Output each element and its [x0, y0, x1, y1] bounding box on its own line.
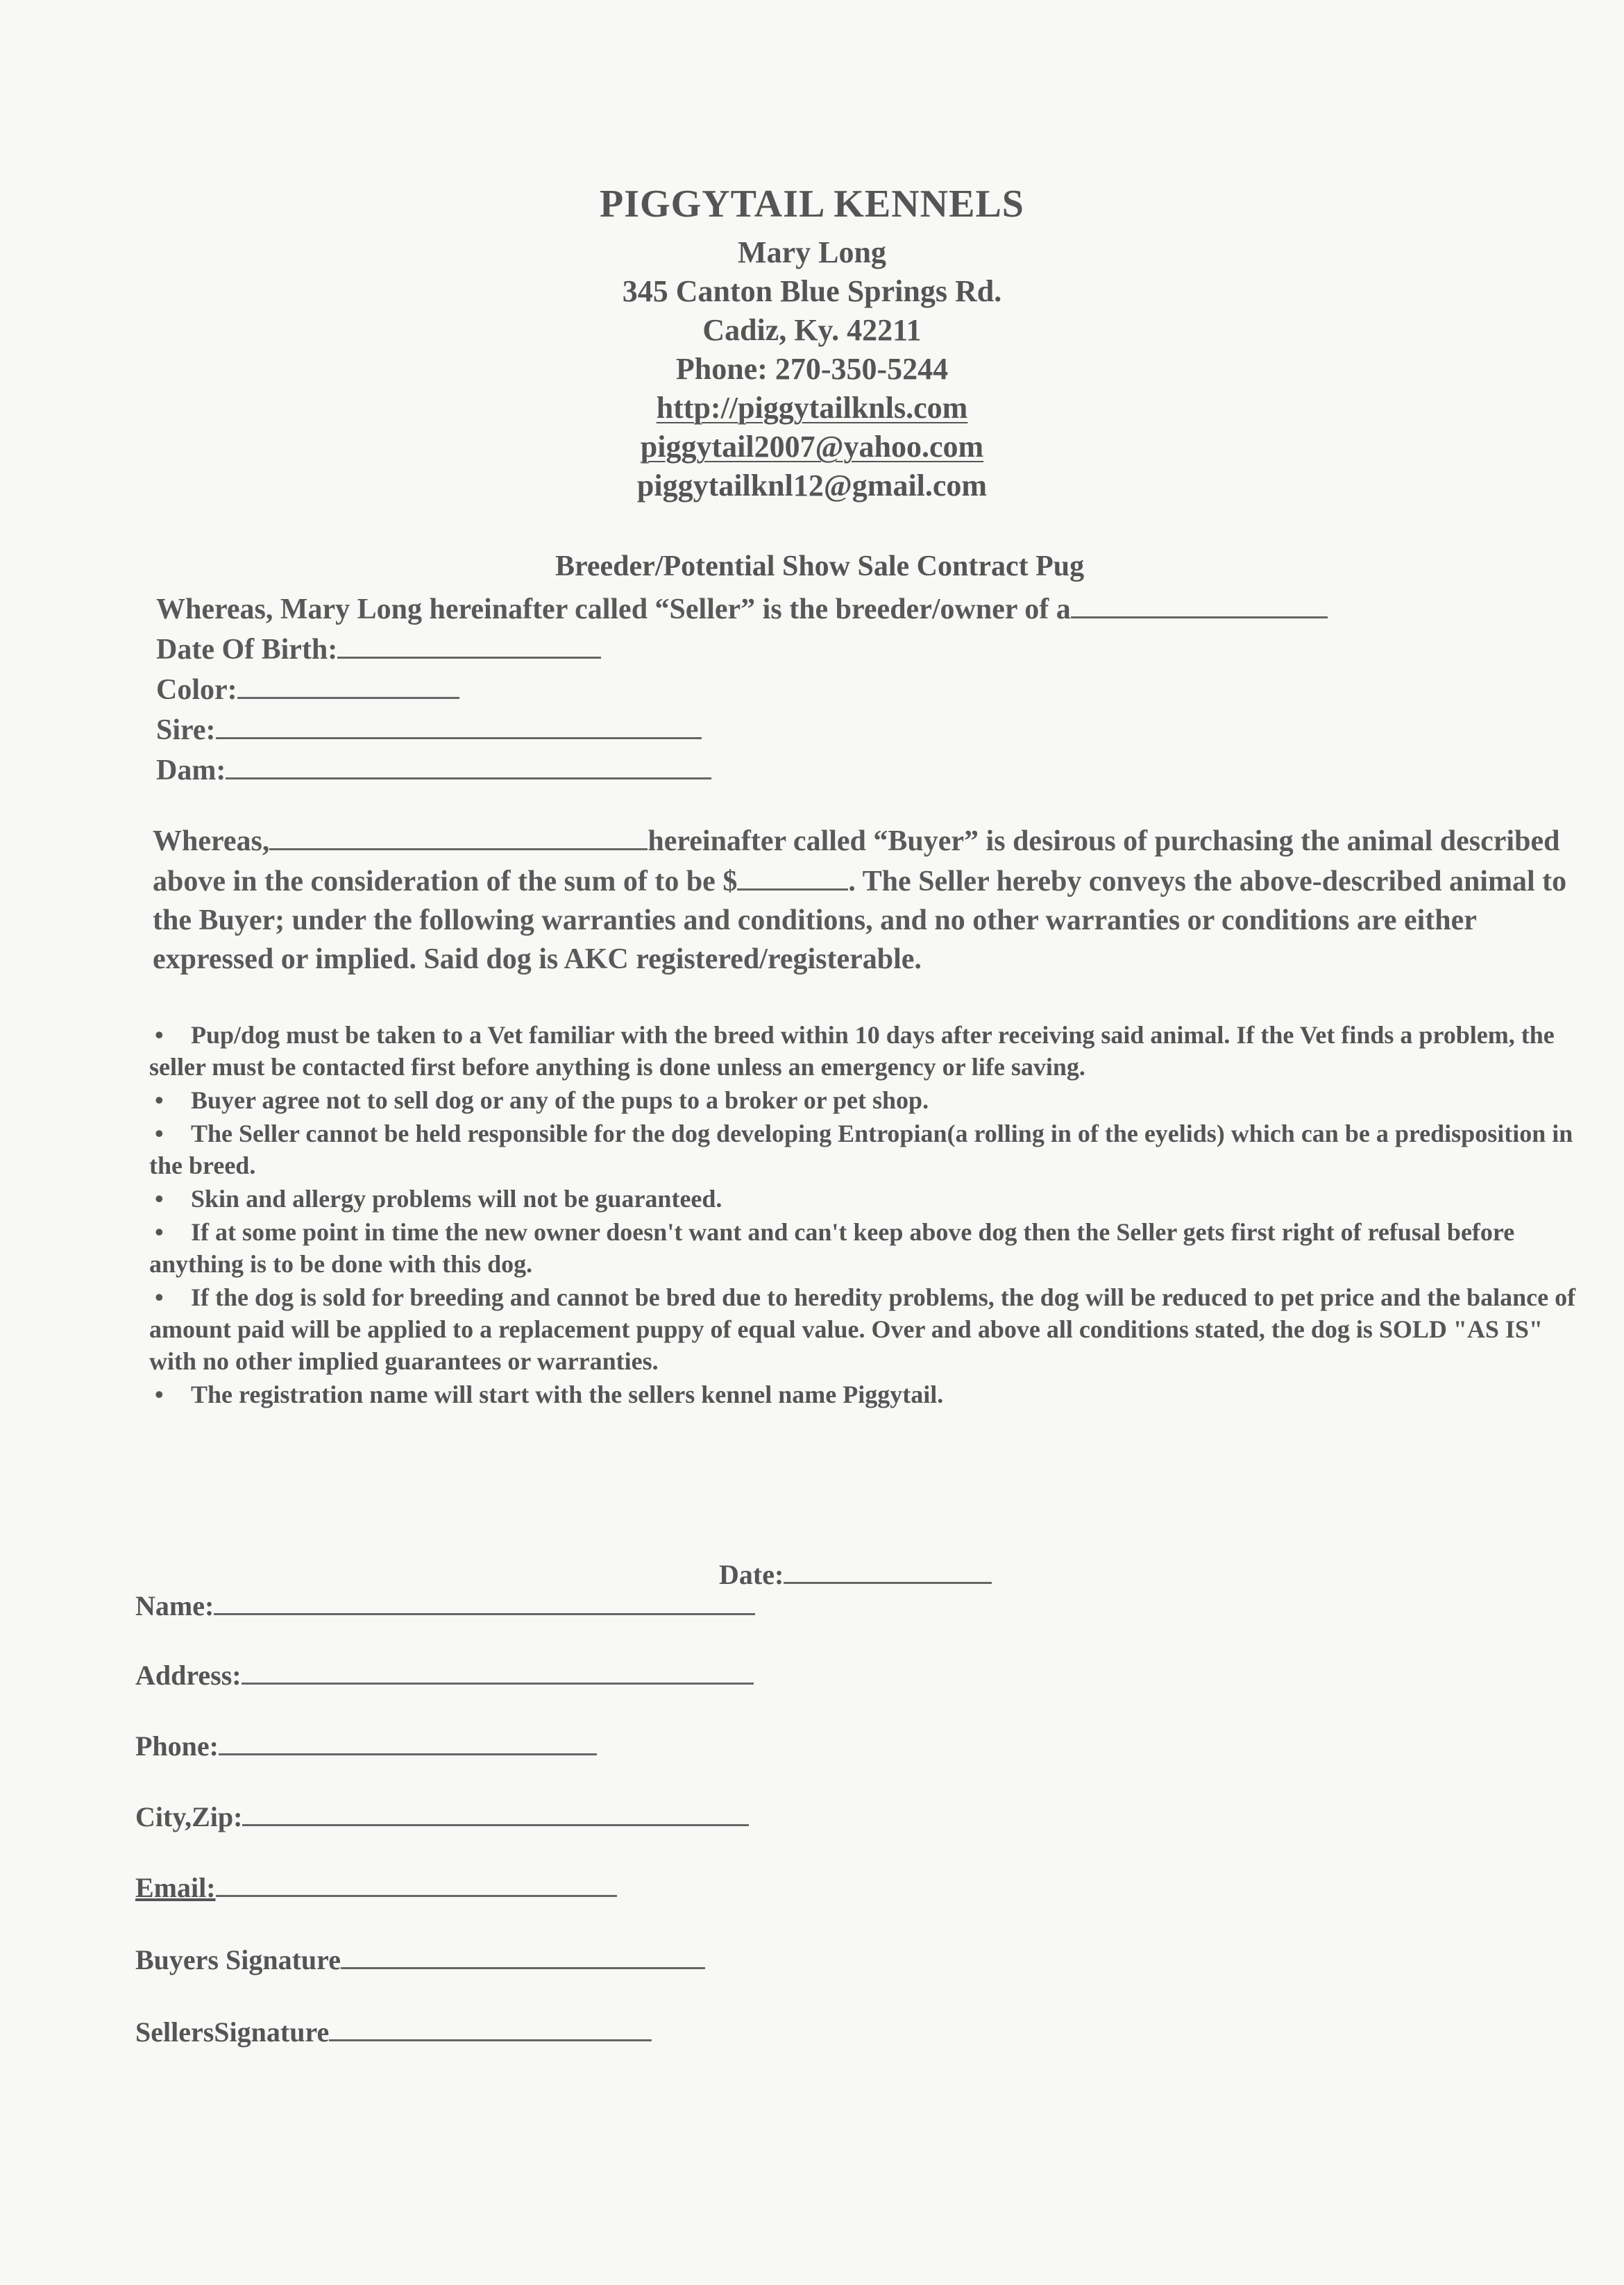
kennel-name: PIGGYTAIL KENNELS: [600, 183, 1024, 226]
bullet-icon: •: [155, 1283, 164, 1311]
address-blank: [242, 1662, 754, 1685]
address-field: [135, 1659, 754, 1692]
name-blank: [214, 1592, 755, 1615]
date-field: [719, 1558, 992, 1591]
phone-label: Phone:: [135, 1730, 219, 1762]
phone-field: [135, 1730, 597, 1762]
sire-row: [156, 709, 1544, 750]
city-zip-field: [135, 1801, 749, 1833]
term-item: [149, 1281, 1586, 1377]
phone-number: Phone: 270-350-5244: [675, 352, 949, 386]
email-blank: [216, 1874, 617, 1897]
dam-label: Dam:: [156, 754, 226, 786]
buyer-signature-blank: [341, 1946, 705, 1969]
date-label: Date:: [719, 1559, 784, 1590]
buyer-signature-label: Buyers Signature: [135, 1944, 341, 1975]
bullet-icon: •: [155, 1218, 164, 1246]
owner-name: Mary Long: [738, 235, 886, 269]
color-label: Color:: [156, 674, 237, 706]
color-row: [156, 669, 1544, 709]
email-link-yahoo[interactable]: piggytail2007@yahoo.com: [640, 430, 984, 464]
bullet-icon: •: [155, 1381, 164, 1408]
price-blank: [737, 861, 848, 891]
animal-details: [156, 589, 1544, 790]
dam-blank: [226, 750, 711, 779]
breed-blank: [1071, 589, 1328, 618]
sire-label: Sire:: [156, 714, 216, 746]
seller-signature-blank: [329, 2018, 652, 2041]
buyer-name-blank: [269, 820, 648, 850]
whereas-start: Whereas,: [153, 825, 270, 857]
seller-signature-label: SellersSignature: [135, 2016, 330, 2048]
phone-blank: [219, 1732, 597, 1755]
letterhead: [0, 182, 1624, 505]
sire-blank: [216, 709, 702, 739]
term-item: [149, 1216, 1586, 1280]
term-text: If the dog is sold for breeding and cannot be bred due to heredity problems, the dog will be reduced to pet price and the balance of amount paid will be applied to a replacement puppy of equal value. Over and above all conditions stated, the dog is SOLD "AS IS" with no other implied guarantees or warranties.: [149, 1283, 1576, 1375]
contract-title: Breeder/Potential Show Sale Contract Pug: [555, 550, 1085, 582]
email-gmail: piggytailknl12@gmail.com: [636, 469, 988, 503]
term-text: The Seller cannot be held responsible for the dog developing Entropian(a rolling in of the eyelids) which can be a predisposition in the breed.: [149, 1120, 1573, 1179]
bullet-icon: •: [155, 1185, 164, 1213]
address-label: Address:: [135, 1660, 242, 1691]
dob-blank: [337, 629, 601, 659]
term-item: [149, 1118, 1586, 1181]
dob-row: [156, 629, 1544, 669]
term-text: The registration name will start with the sellers kennel name Piggytail.: [191, 1381, 944, 1408]
terms-list: [149, 1019, 1586, 1412]
city-state-zip: Cadiz, Ky. 42211: [702, 313, 922, 347]
bullet-icon: •: [155, 1086, 164, 1114]
name-label: Name:: [135, 1590, 214, 1621]
term-text: Pup/dog must be taken to a Vet familiar with the breed within 10 days after receiving said animal. If the Vet finds a problem, the seller must be contacted first before anything is done unless an emergency or life saving.: [149, 1021, 1555, 1081]
color-blank: [237, 669, 459, 699]
name-field: [135, 1590, 755, 1622]
email-field: [135, 1871, 617, 1904]
date-blank: [784, 1561, 992, 1584]
email-label: Email:: [135, 1872, 216, 1903]
term-text: Skin and allergy problems will not be guaranteed.: [191, 1185, 722, 1213]
buyer-signature-field: [135, 1943, 705, 1976]
dob-label: Date Of Birth:: [156, 634, 338, 666]
bullet-icon: •: [155, 1120, 164, 1147]
whereas-mid: hereinafter called “Buyer” is desirous of purchasing the animal described above in the consideration of the sum of to be $: [153, 825, 1560, 897]
term-item: [149, 1183, 1586, 1215]
city-zip-blank: [242, 1803, 749, 1826]
website-link[interactable]: http://piggytailknls.com: [656, 391, 968, 425]
term-item: [149, 1084, 1586, 1116]
street-address: 345 Canton Blue Springs Rd.: [622, 274, 1002, 308]
whereas-paragraph: [153, 820, 1582, 979]
term-item: [149, 1378, 1586, 1410]
term-text: If at some point in time the new owner doesn't want and can't keep above dog then the Seller gets first right of refusal before anything is to be done with this dog.: [149, 1218, 1515, 1278]
seller-signature-field: [135, 2016, 652, 2048]
term-text: Buyer agree not to sell dog or any of the pups to a broker or pet shop.: [191, 1086, 929, 1114]
whereas-end: . The Seller hereby conveys the above-described animal to the Buyer; under the following warranties and conditions, and no other warranties or conditions are either expressed or implied. Said dog is AKC registered/registerable.: [153, 866, 1567, 975]
city-zip-label: City,Zip:: [135, 1801, 243, 1832]
bullet-icon: •: [155, 1021, 164, 1049]
intro-line: [156, 589, 1544, 629]
intro-text: Whereas, Mary Long hereinafter called “Seller” is the breeder/owner of a: [156, 593, 1071, 625]
term-item: [149, 1019, 1586, 1083]
dam-row: [156, 750, 1544, 790]
